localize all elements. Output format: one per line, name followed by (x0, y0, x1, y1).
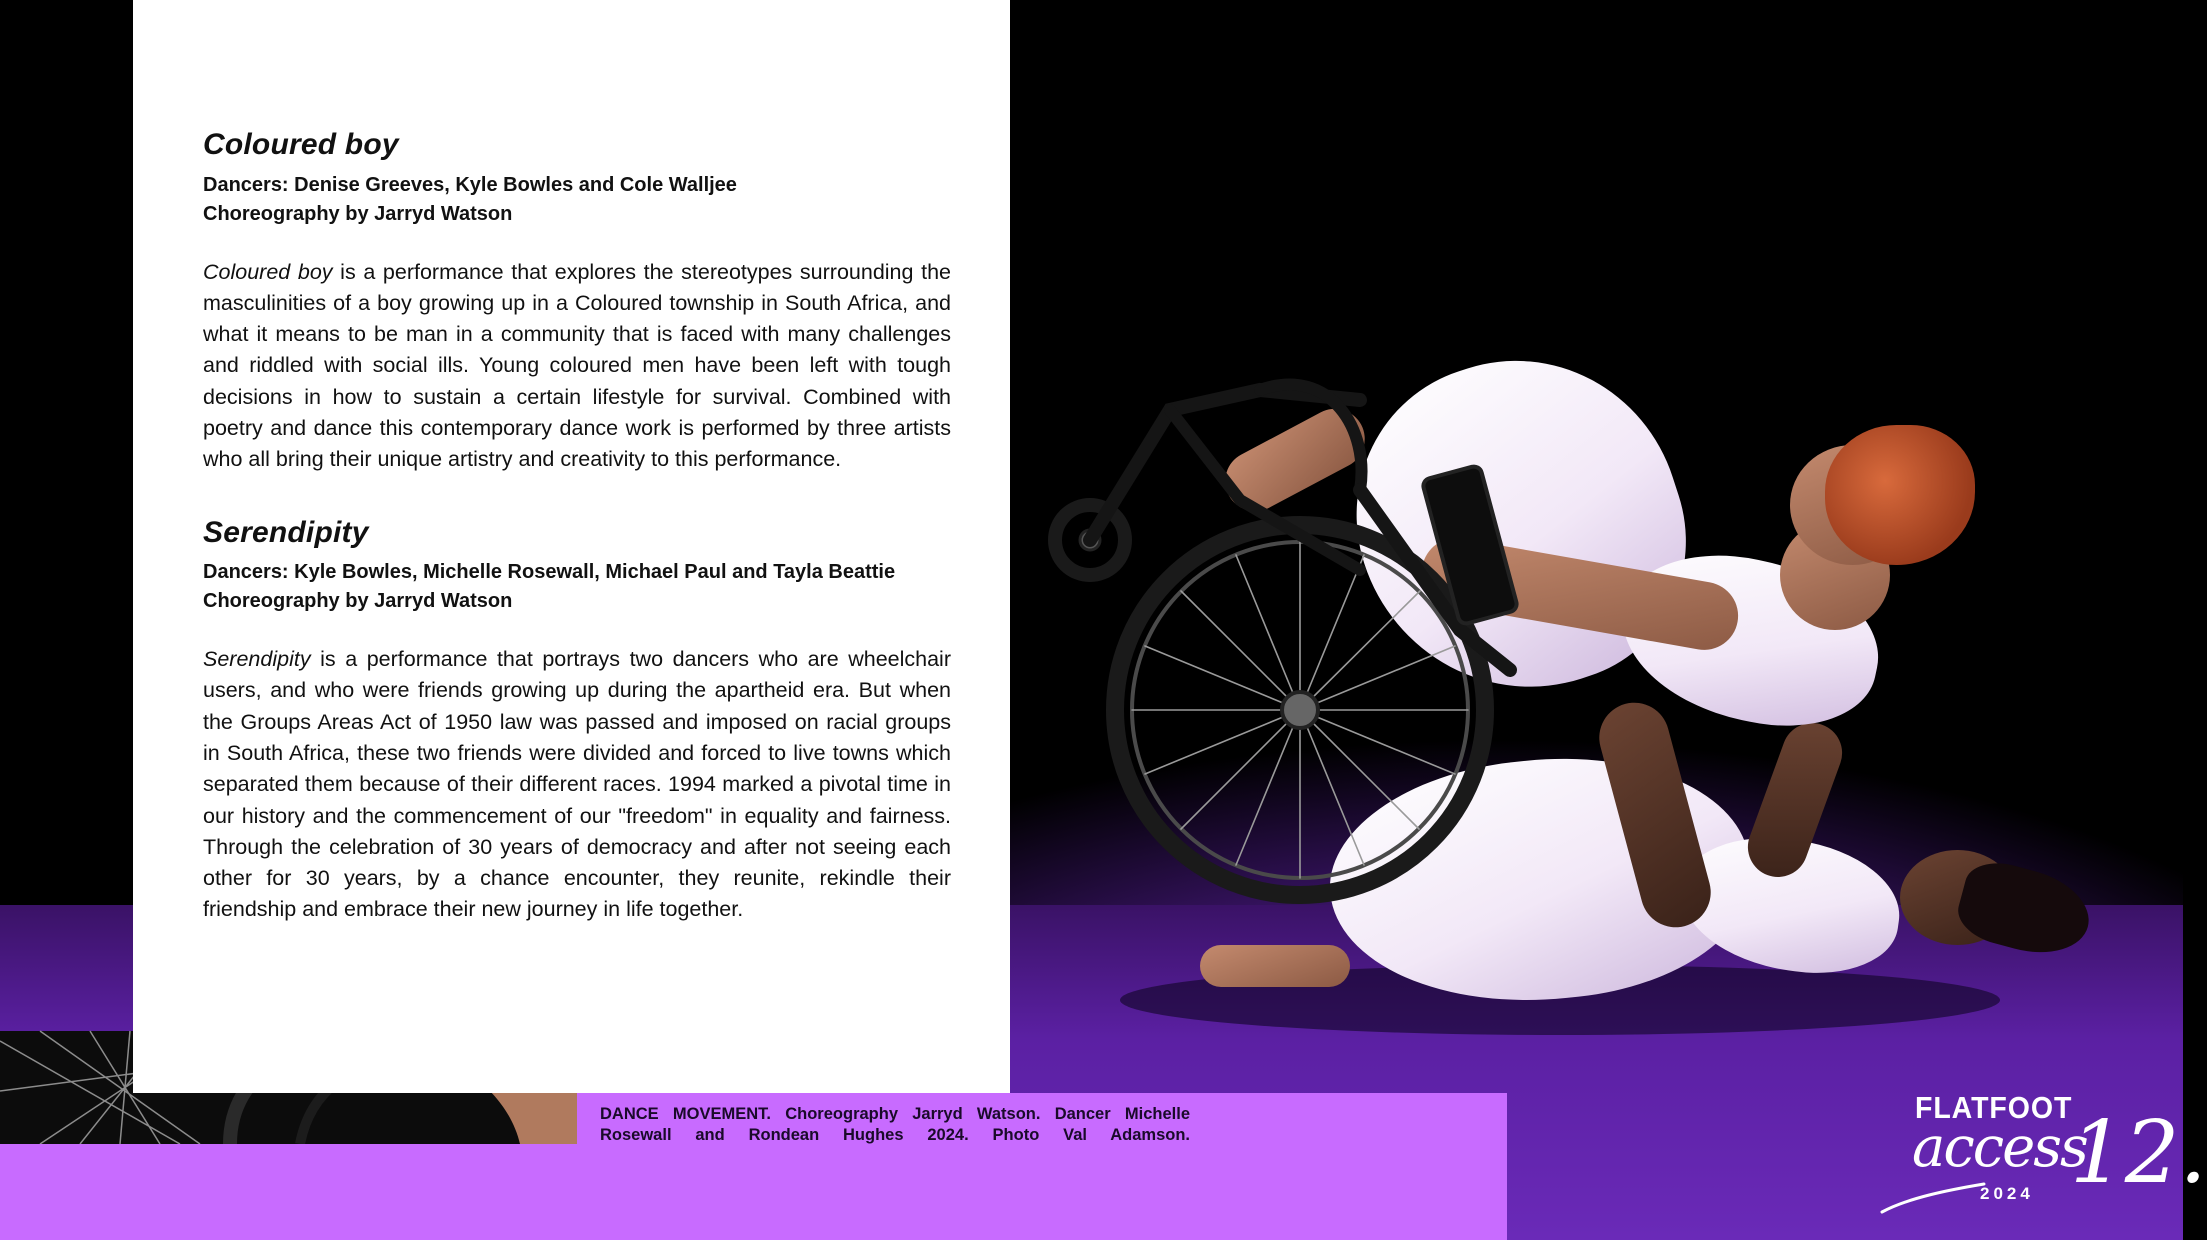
wheelchair-graphic (1030, 370, 1710, 950)
logo-swoosh-icon (1878, 1178, 1988, 1218)
dancers-credit: Dancers: Kyle Bowles, Michelle Rosewall, Michael Paul and Tayla Beattie (203, 561, 896, 584)
section-description (203, 644, 951, 926)
flatfoot-access-logo (1870, 1090, 2087, 1220)
text-panel (133, 0, 1010, 1093)
logo-line2: access (1912, 1115, 2087, 1180)
section-title: Coloured boy (203, 128, 399, 161)
dancers-credit: Dancers: Denise Greeves, Kyle Bowles and Cole Walljee (203, 173, 737, 196)
description-text: is a performance that explores the stereotypes surrounding the masculinities of a boy growing up in a Coloured township in South Africa, and what it means to be man in a community that is faced with many challenges and riddled with social ills. Young coloured men have been left with tough decisions in how to sustain a certain lifestyle for survival. Combined with poetry and dance this contemporary dance work is performed by three artists who all bring their unique artistry and creativity to this performance. (203, 259, 951, 472)
section-title: Serendipity (203, 515, 369, 549)
purple-band (0, 1144, 1507, 1240)
section-description (203, 257, 951, 476)
section-serendipity (203, 516, 951, 926)
page-number: 12. (2070, 1103, 2207, 1203)
inline-title: Serendipity (203, 647, 311, 672)
logo-line1: FLATFOOT (1915, 1090, 2073, 1125)
article-content (203, 128, 951, 926)
choreography-credit: Choreography by Jarryd Watson (203, 202, 513, 225)
description-text: is a performance that portrays two dancers who are wheelchair users, and who were friends growing up during the apartheid era. But when the Groups Areas Act of 1950 law was passed and imposed on racial groups in South Africa, these two friends were divided and forced to live towns which separated them because of their different races. 1994 marked a pivotal time in our history and the commencement of our "freedom" in equality and fairness. Through the celebration of 30 years of democracy and after not seeing each other for 30 years, by a chance encounter, they reunite, rekindle their friendship and embrace their new journey in life together. (203, 647, 951, 922)
choreography-credit: Choreography by Jarryd Watson (203, 590, 513, 613)
logo-year: 2024 (1980, 1184, 2034, 1203)
upper-dancer-hair (1825, 425, 1975, 565)
section-coloured-boy (203, 128, 951, 476)
photo-caption: DANCE MOVEMENT. Choreography Jarryd Watson. Dancer Michelle Rosewall and Rondean Hughes 2024. Photo Val Adamson. (600, 1105, 1190, 1144)
inline-title: Coloured boy (203, 259, 333, 284)
lower-dancer-foot (1200, 945, 1350, 987)
